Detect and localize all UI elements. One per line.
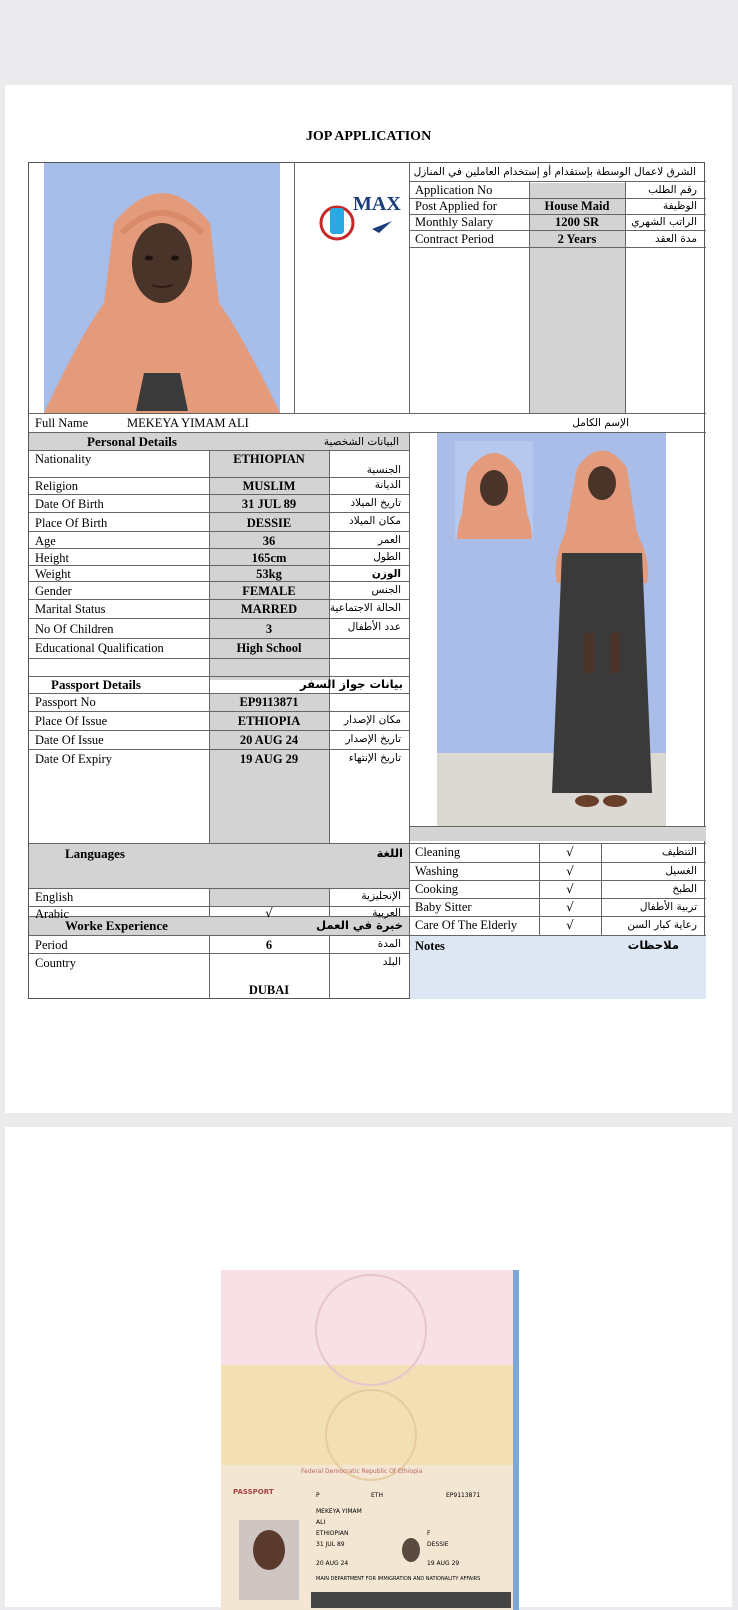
logo-icon [317,181,397,251]
nationality-label: Nationality [35,452,92,466]
cooking-label: Cooking [415,882,459,896]
passport-details-heading: Passport Details [51,677,141,692]
application-form [28,162,705,999]
applicant-portrait-photo [44,163,280,413]
languages-heading: Languages [65,846,125,861]
passport-authority: MAIN DEPARTMENT FOR IMMIGRATION AND NATIONALITY AFFAIRS [316,1576,481,1582]
place-of-birth-label: Place Of Birth [35,516,108,530]
period-label: Period [35,938,68,952]
personal-details-heading: Personal Details [87,434,177,449]
passport-sex: F [427,1530,431,1537]
date-of-expiry-label: Date Of Expiry [35,752,113,766]
religion-label: Religion [35,479,79,493]
monthly-salary-arabic: الراتب الشهري [631,216,697,228]
date-of-birth-value: 31 JUL 89 [241,497,297,511]
date-of-birth-arabic: تاريخ الميلاد [350,497,401,509]
period-arabic: المدة [377,938,401,950]
skills-header-bg [409,826,706,841]
passport-scan-page [5,1127,732,1607]
children-value: 3 [265,622,273,636]
arabic-check: √ [265,906,273,920]
gender-label: Gender [35,584,72,598]
page-title: JOP APPLICATION [305,129,432,144]
passport-country-line: Federal Democratic Republic Of Ethiopia [301,1468,423,1475]
washing-arabic: الغسيل [665,865,697,877]
logo-text: MAX [353,193,401,215]
experience-heading: Worke Experience [65,918,168,933]
passport-background-pattern [221,1270,519,1610]
religion-value: MUSLIM [242,479,296,493]
passport-no-value: EP9113871 [239,695,299,709]
country-value: DUBAI [248,983,290,997]
post-applied-value: House Maid [544,199,610,213]
date-of-issue-value: 20 AUG 24 [239,733,299,747]
education-value: High School [236,641,302,655]
contract-period-label: Contract Period [415,232,494,246]
cooking-check: √ [566,882,574,896]
application-no-arabic: رقم الطلب [648,184,697,196]
nationality-value: ETHIOPIAN [233,452,305,466]
washing-check: √ [566,864,574,878]
children-arabic: عدد الأطفال [347,621,401,633]
country-arabic: البلد [382,956,401,968]
arabic-arabic: العربية [372,907,401,919]
passport-number: EP9113871 [446,1492,481,1499]
date-of-issue-label: Date Of Issue [35,733,104,747]
cleaning-arabic: التنظيف [661,846,697,858]
application-page [5,85,732,1113]
contract-period-value: 2 Years [557,232,597,246]
age-label: Age [35,534,56,548]
date-of-birth-label: Date Of Birth [35,497,104,511]
cleaning-check: √ [566,845,574,859]
elderly-care-arabic: رعاية كبار السن [627,919,697,931]
place-of-issue-value: ETHIOPIA [237,714,301,728]
passport-given-name: ALI [316,1519,326,1526]
notes-arabic: ملاحظات [627,938,679,952]
place-of-birth-value: DESSIE [246,516,292,530]
baby-sitter-check: √ [566,900,574,914]
elderly-care-label: Care Of The Elderly [415,918,518,932]
age-value: 36 [262,534,276,548]
gender-arabic: الجنس [371,584,401,596]
passport-issue-date: 20 AUG 24 [316,1560,349,1567]
post-applied-label: Post Applied for [415,199,497,213]
passport-surname: MEKEYA YIMAM [316,1508,362,1515]
washing-label: Washing [415,864,459,878]
weight-value: 53kg [256,567,282,581]
passport-birth-date: 31 JUL 89 [316,1541,345,1548]
applicant-full-body-photo [437,433,666,828]
monthly-salary-value: 1200 SR [554,215,600,229]
country-label: Country [35,956,76,970]
height-arabic: الطول [373,551,401,563]
notes-label: Notes [415,939,445,953]
date-of-expiry-value: 19 AUG 29 [239,752,299,766]
contract-period-arabic: مدة العقد [655,233,697,245]
agency-logo [317,181,401,251]
marital-status-arabic: الحالة الاجتماعية [329,602,401,614]
height-value: 165cm [251,551,287,565]
passport-type-code: P [316,1492,320,1499]
monthly-salary-label: Monthly Salary [415,215,494,229]
full-body-illustration [437,433,666,828]
age-arabic: العمر [377,534,401,546]
application-no-label: Application No [415,183,493,197]
languages-arabic: اللغة [376,846,403,860]
marital-status-label: Marital Status [35,602,106,616]
passport-nationality: ETHIOPIAN [316,1530,349,1537]
portrait-illustration [44,163,280,413]
nationality-arabic: الجنسية [366,464,401,476]
gender-value: FEMALE [242,584,296,598]
period-value: 6 [265,938,273,952]
baby-sitter-label: Baby Sitter [415,900,472,914]
children-label: No Of Children [35,622,114,636]
place-of-issue-arabic: مكان الإصدار [344,714,401,726]
cleaning-label: Cleaning [415,845,461,859]
full-name-label: Full Name [35,416,89,430]
passport-country-code: ETH [371,1492,383,1499]
agency-name-arabic: الشرق لاعمال الوسطة بإستقدام أو إستخدام العاملين في المنازل [413,166,696,178]
education-label: Educational Qualification [35,641,164,655]
weight-arabic: الوزن [371,568,401,580]
date-of-expiry-arabic: تاريخ الإنتهاء [348,752,401,764]
passport-expiry-date: 19 AUG 29 [427,1560,460,1567]
cooking-arabic: الطبخ [672,883,697,895]
passport-doc-type: PASSPORT [233,1488,274,1496]
experience-arabic: خبرة في العمل [316,918,403,932]
post-applied-arabic: الوظيفة [662,200,697,212]
passport-no-label: Passport No [35,695,96,709]
height-label: Height [35,551,70,565]
passport-birth-place: DESSIE [427,1541,449,1548]
religion-arabic: الديانة [374,479,401,491]
full-name-arabic: الإسم الكامل [572,417,629,429]
date-of-issue-arabic: تاريخ الإصدار [345,733,401,745]
place-of-birth-arabic: مكان الميلاد [349,515,401,527]
english-value-bg [209,888,329,906]
baby-sitter-arabic: تربية الأطفال [639,901,697,913]
elderly-care-check: √ [566,918,574,932]
marital-status-value: MARRED [240,602,298,616]
english-arabic: الإنجليزية [361,890,401,902]
personal-details-arabic: البيانات الشخصية [323,436,399,448]
passport-details-arabic: بيانات جواز السفر [300,677,403,691]
full-name-value: MEKEYA YIMAM ALI [127,416,249,430]
weight-label: Weight [35,567,71,581]
arabic-label: Arabic [35,907,70,921]
english-label: English [35,890,74,904]
place-of-issue-label: Place Of Issue [35,714,108,728]
passport-scan [221,1270,519,1610]
